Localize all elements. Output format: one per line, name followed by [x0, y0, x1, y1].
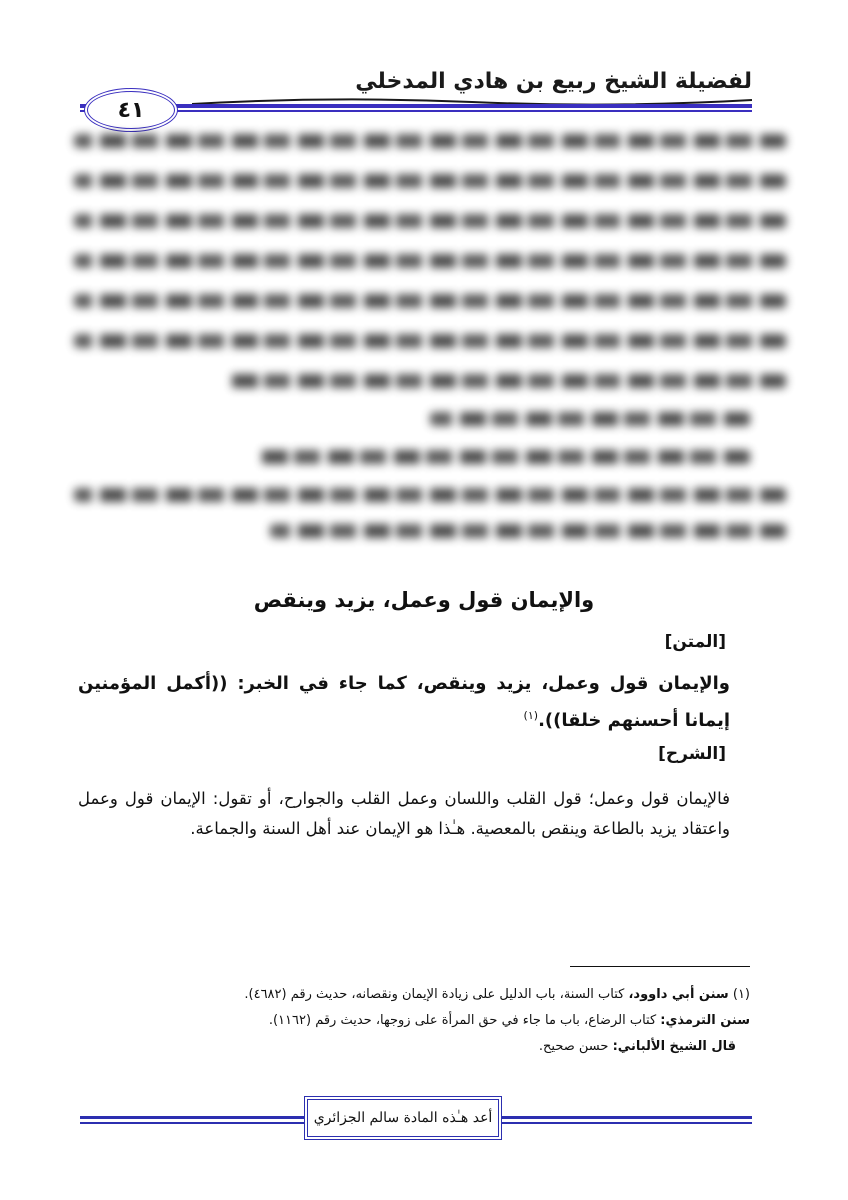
header-rule-thin [80, 110, 752, 112]
footnote-source: سنن أبي داوود، [628, 987, 729, 1002]
footnote-2 [100, 1008, 750, 1034]
running-title: لفضيلة الشيخ ربيع بن هادي المدخلي [355, 69, 752, 94]
footer-credit: أعد هـٰذه المادة سالم الجزائري [313, 1110, 493, 1126]
commentary-label: [الشرح] [658, 744, 726, 764]
section-heading: والإيمان قول وعمل، يزيد وينقص [253, 588, 595, 612]
footnote-text: كتاب السنة، باب الدليل على زيادة الإيمان ونقصانه، حديث رقم (٤٦٨٢). [244, 987, 625, 1002]
footnote-text: كتاب الرضاع، باب ما جاء في حق المرأة على زوجها، حديث رقم (١١٦٢). [268, 1013, 657, 1028]
footnotes [100, 982, 750, 1060]
footnote-source: سنن الترمذي: [660, 1013, 750, 1028]
header-rule [80, 104, 752, 108]
footnote-text: حسن صحيح. [538, 1039, 609, 1054]
footnote-3 [100, 1034, 750, 1060]
page-footer [80, 1096, 752, 1144]
sharh-paragraph: فالإيمان قول وعمل؛ قول القلب واللسان وعمل القلب والجوارح، أو تقول: الإيمان قول وعمل واعتقاد يزيد بالطاعة وينقص بالمعصية. هـٰذا هو الإيمان عند أهل السنة والجماعة. [78, 789, 730, 838]
footer-credit-box [304, 1096, 502, 1140]
page-header [80, 62, 752, 122]
footnote-separator [570, 966, 750, 967]
footnote-marker: (١) [732, 987, 750, 1002]
text-label: [المتن] [664, 632, 726, 652]
page-number: ٤١ [117, 97, 145, 123]
matn-text: والإيمان قول وعمل، يزيد وينقص، كما جاء في الخبر: ((أكمل المؤمنين إيمانا أحسنهم خلقا)). [78, 673, 730, 731]
blurred-text-block [50, 124, 810, 554]
footnote-ref: (١) [523, 709, 539, 722]
footnote-1 [100, 982, 750, 1008]
matn-paragraph [78, 668, 730, 737]
footnote-source: قال الشيخ الألباني: [612, 1039, 736, 1054]
